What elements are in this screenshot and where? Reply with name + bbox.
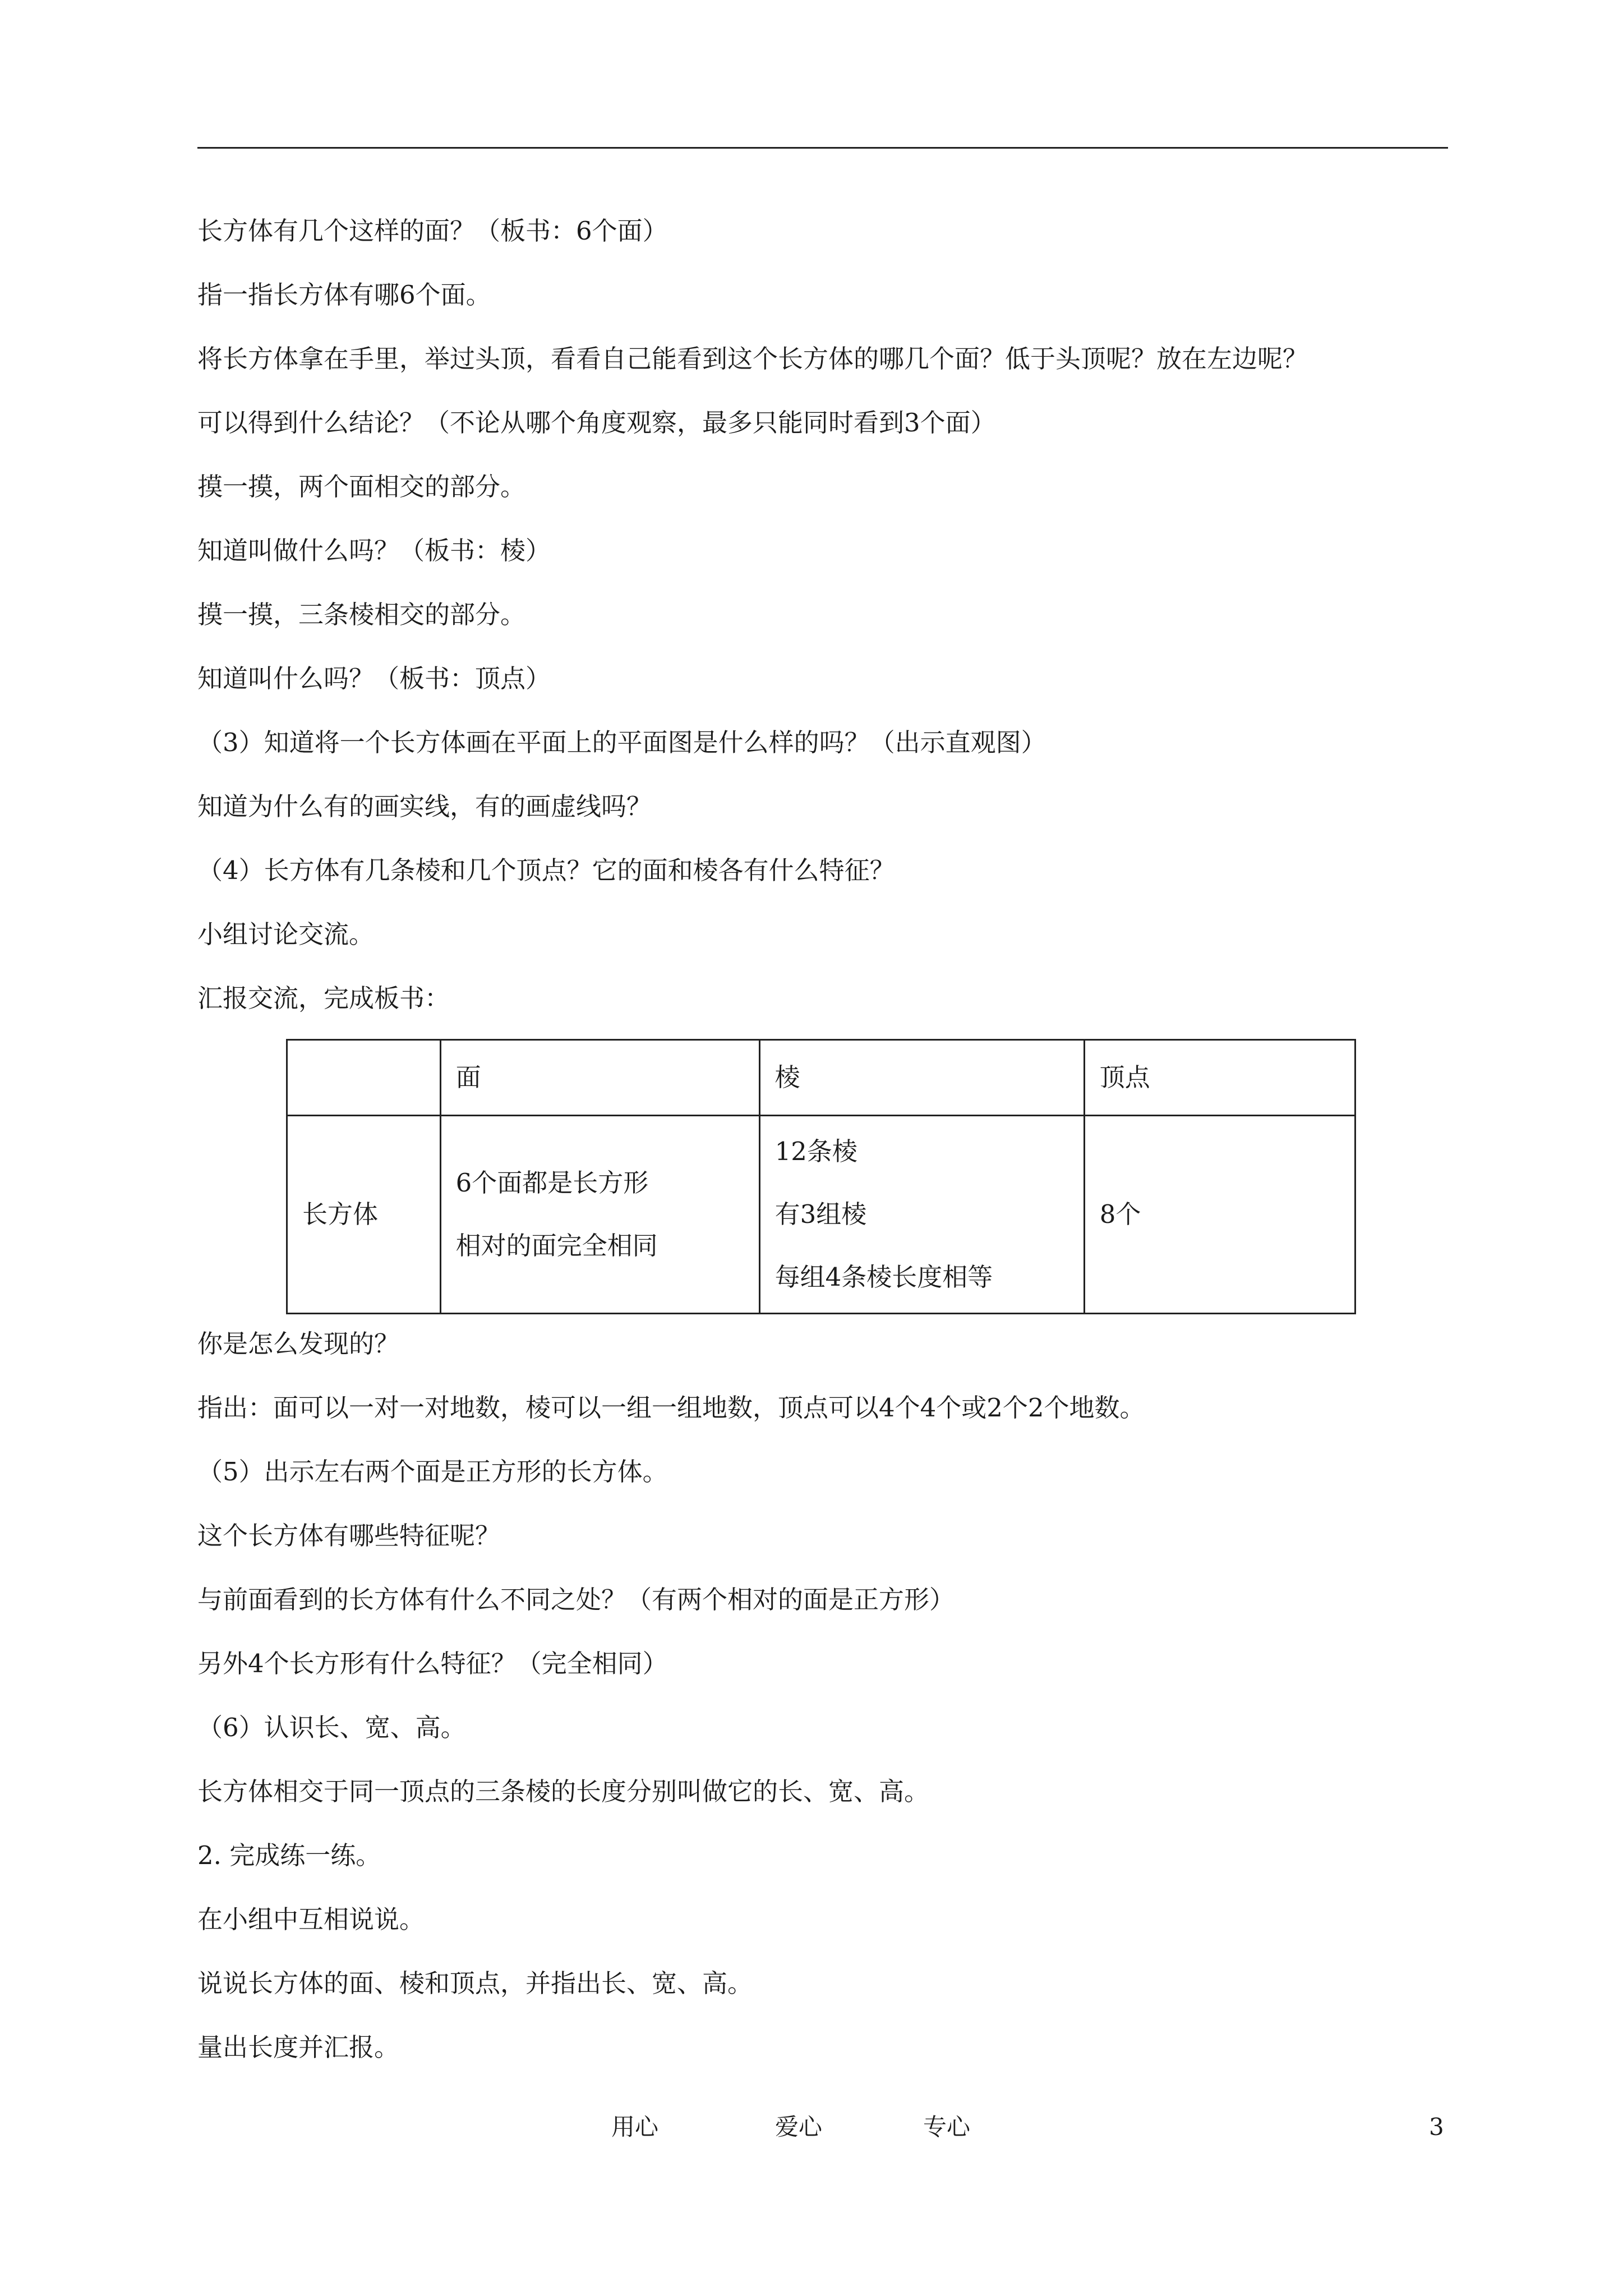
cell-line: 12条棱 [774,1137,857,1166]
text-line: 知道叫什么吗？（板书：顶点） [197,664,551,693]
text-line: 量出长度并汇报。 [197,2032,400,2062]
text-line: （3）知道将一个长方体画在平面上的平面图是什么样的吗？（出示直观图） [197,728,1046,757]
text-line: 长方体相交于同一顶点的三条棱的长度分别叫做它的长、宽、高。 [197,1777,930,1806]
text-line: （4）长方体有几条棱和几个顶点？它的面和棱各有什么特征？ [197,855,895,885]
text-line: 与前面看到的长方体有什么不同之处？（有两个相对的面是正方形） [197,1585,955,1614]
cuboid-feature-table [286,1039,1356,1314]
text-line: 摸一摸，两个面相交的部分。 [197,472,526,501]
cell-line: 每组4条棱长度相等 [774,1262,993,1292]
text-line: （5）出示左右两个面是正方形的长方体。 [197,1457,668,1487]
page-number: 3 [1429,2113,1444,2141]
text-line: 长方体有几个这样的面？（板书：6个面） [197,216,668,246]
text-line: 小组讨论交流。 [197,919,375,949]
cell-line: 相对的面完全相同 [455,1231,658,1260]
text-line: 你是怎么发现的？ [197,1329,400,1359]
text-line: 可以得到什么结论？（不论从哪个角度观察，最多只能同时看到3个面） [197,408,996,438]
text-line: 知道叫做什么吗？（板书：棱） [197,536,551,565]
text-line: 这个长方体有哪些特征呢？ [197,1521,501,1550]
cell-line: 6个面都是长方形 [455,1168,649,1198]
text-line: 知道为什么有的画实线，有的画虚线吗？ [197,792,652,821]
table-header-row [287,1040,1355,1116]
table-cell-vertex: 8个 [1084,1116,1355,1314]
footer-word: 用心 [611,2113,659,2141]
text-line: （6）认识长、宽、高。 [197,1713,466,1742]
text-line: 说说长方体的面、棱和顶点，并指出长、宽、高。 [197,1968,753,1998]
text-line: 另外4个长方形有什么特征？（完全相同） [197,1649,668,1678]
footer-word: 专心 [923,2113,971,2141]
table-cell-edge [759,1116,1084,1314]
table-cell-face [440,1116,759,1314]
text-line: 2. 完成练一练。 [197,1841,381,1870]
table-header-cell: 面 [440,1040,759,1116]
text-line: 摸一摸，三条棱相交的部分。 [197,600,526,629]
text-line: 在小组中互相说说。 [197,1904,425,1934]
table-header-cell: 顶点 [1084,1040,1355,1116]
header-rule [197,147,1448,149]
text-line: 指出：面可以一对一对地数，棱可以一组一组地数，顶点可以4个4个或2个2个地数。 [197,1393,1145,1423]
text-line: 汇报交流，完成板书： [197,983,450,1013]
text-line: 将长方体拿在手里，举过头顶，看看自己能看到这个长方体的哪几个面？低于头顶呢？放在左边呢？ [197,344,1308,374]
cell-line: 有3组棱 [774,1199,867,1229]
footer-word: 爱心 [775,2113,823,2141]
table-header-cell: 棱 [759,1040,1084,1116]
table-header-cell [287,1040,441,1116]
text-line: 指一指长方体有哪6个面。 [197,280,491,310]
table-row [287,1116,1355,1314]
table-row-label: 长方体 [287,1116,441,1314]
